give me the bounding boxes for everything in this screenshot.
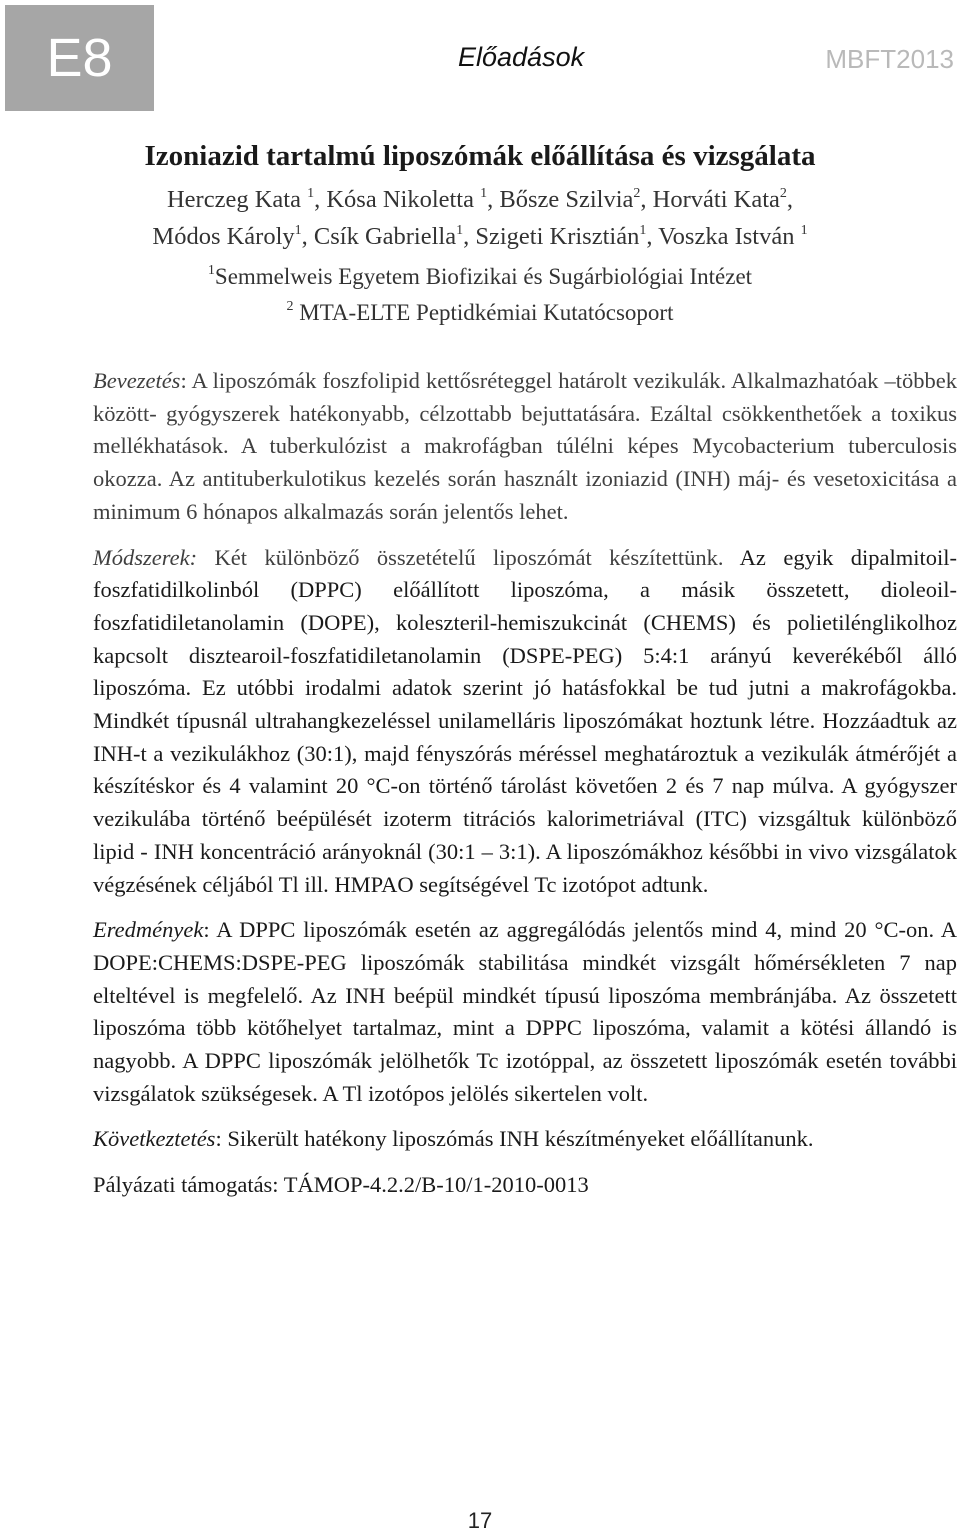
author-affiliation: 1	[456, 223, 464, 238]
methods-text: Az egyik dipalmitoil-foszfatidilkolinból (DPPC) előállított liposzóma, a másik összetett, dioleoil-foszfatidiletanolamin (DOPE), koleszteril-hemiszukcinát (CHEMS) és polietilénglikolhoz kapcsolt disztearoil-foszfatidiletanolamin (DSPE-PEG) 5:4:1 arányú keverékéből álló liposzóma. Ez utóbbi irodalmi adatok szerint jó hatásfokkal be tud jutni a makrofágokba. Mindkét típusnál ultrahangkezeléssel unilamelláris liposzómákat hoztunk létre. Hozzáadtuk az INH-t a vezikulákhoz (30:1), majd fényszórás méréssel meghatároztuk a vezikulák átmérőjét a készítéskor és 4 valamint 20 °C-on történő tárolást követően 2 és 7 nap múlva. A gyógyszer vezikulába történő beépülését izoterm titrációs kalorimetriával (ITC) vizsgáltuk különböző lipid - INH koncentráció arányoknál (30:1 – 3:1). A liposzómákhoz későbbi in vivo vizsgálatok végzésének céljából Tl ill. HMPAO segítségével Tc izotópot adtunk.	[93, 544, 957, 897]
conclusion-text: : Sikerült hatékony liposzómás INH készítményeket előállítanunk.	[215, 1126, 814, 1152]
results-text: : A DPPC liposzómák esetén az aggregálódás jelentős mind 4, mind 20 °C-on. A DOPE:CHEMS:DSPE-PEG liposzómák stabilitása mindkét vizsgált hőmérsékleten 7 nap elteltével is megfelelő. Az INH beépül mindkét típusú liposzóma membránjába. Az összetett liposzóma több kötőhelyet tartalmaz, mint a DPPC liposzóma, valamit a kötési állandó is nagyobb. A DPPC liposzómák jelölhetők Tc izotóppal, az összetett liposzómák esetén további vizsgálatok szükségesek. A Tl izotópos jelölés sikertelen volt.	[93, 917, 957, 1106]
header-section-title: Előadások	[458, 42, 585, 72]
results-paragraph	[93, 914, 957, 1110]
authors-line-2: Módos Károly$^1$, Csík Gabriella$^1$, Szigeti Krisztián$^1$, Voszka István $^1$	[152, 223, 808, 250]
section-tag: E8	[5, 5, 154, 111]
affiliation-number: 2	[286, 299, 294, 314]
funding-line: Pályázati támogatás: TÁMOP-4.2.2/B-10/1-2010-0013	[93, 1172, 589, 1198]
author: Módos Károly	[152, 223, 295, 250]
methods-text-lead: Két különböző összetételű liposzómát készítettünk.	[197, 544, 724, 570]
author: Bősze Szilvia	[499, 186, 634, 213]
affiliation-text: Semmelweis Egyetem Biofizikai és Sugárbiológiai Intézet	[214, 264, 753, 289]
author-affiliation: 1	[800, 223, 808, 238]
author: Herczeg Kata	[166, 186, 301, 213]
affiliation-2	[0, 300, 960, 326]
author-affiliation: 1	[307, 186, 315, 201]
author: Csík Gabriella	[313, 223, 457, 250]
results-label: Eredmények	[93, 917, 204, 943]
header-conference: MBFT2013	[825, 44, 954, 74]
author: Voszka István	[658, 223, 795, 250]
intro-paragraph	[93, 365, 957, 529]
author-affiliation: 1	[639, 223, 647, 238]
author: Kósa Nikoletta	[326, 186, 474, 213]
author-affiliation: 1	[480, 186, 488, 201]
intro-text: : A liposzómák foszfolipid kettősréteggel határolt vezikulák. Alkalmazhatóak –többek között- gyógyszerek hatékonyabb, célzottabb bejuttatására. Ezáltal csökkenthetőek a toxikus mellékhatások. A tuberkulózist a makrofágban túlélni képes Mycobacterium tuberculosis okozza. Az antituberkulotikus kezelés során használt izoniazid (INH) máj- és vesetoxicitása a minimum 6 hónapos alkalmazás során jelentős lehet.	[93, 368, 957, 524]
authors-line-1: Herczeg Kata $^1$, Kósa Nikoletta $^1$, Bősze Szilvia$^2$, Horváti Kata$^2$,	[166, 186, 794, 213]
conclusion-paragraph	[93, 1123, 957, 1156]
intro-label: Bevezetés	[93, 368, 181, 393]
author: Horváti Kata	[652, 186, 780, 213]
methods-paragraph	[93, 542, 957, 902]
affiliation-text: MTA-ELTE Peptidkémiai Kutatócsoport	[293, 300, 674, 325]
methods-label: Módszerek:	[93, 544, 198, 570]
affiliation-number: 1	[207, 263, 215, 278]
paper-title: Izoniazid tartalmú liposzómák előállítása és vizsgálata	[144, 140, 816, 172]
author-affiliation: 1	[294, 223, 302, 238]
page-number: 17	[467, 1508, 493, 1533]
author-affiliation: 2	[779, 186, 787, 201]
conclusion-label: Következtetés	[93, 1126, 216, 1152]
author: Szigeti Krisztián	[475, 223, 640, 250]
affiliation-1	[0, 264, 960, 290]
abstract-body	[93, 365, 957, 1215]
author-affiliation: 2	[633, 186, 641, 201]
